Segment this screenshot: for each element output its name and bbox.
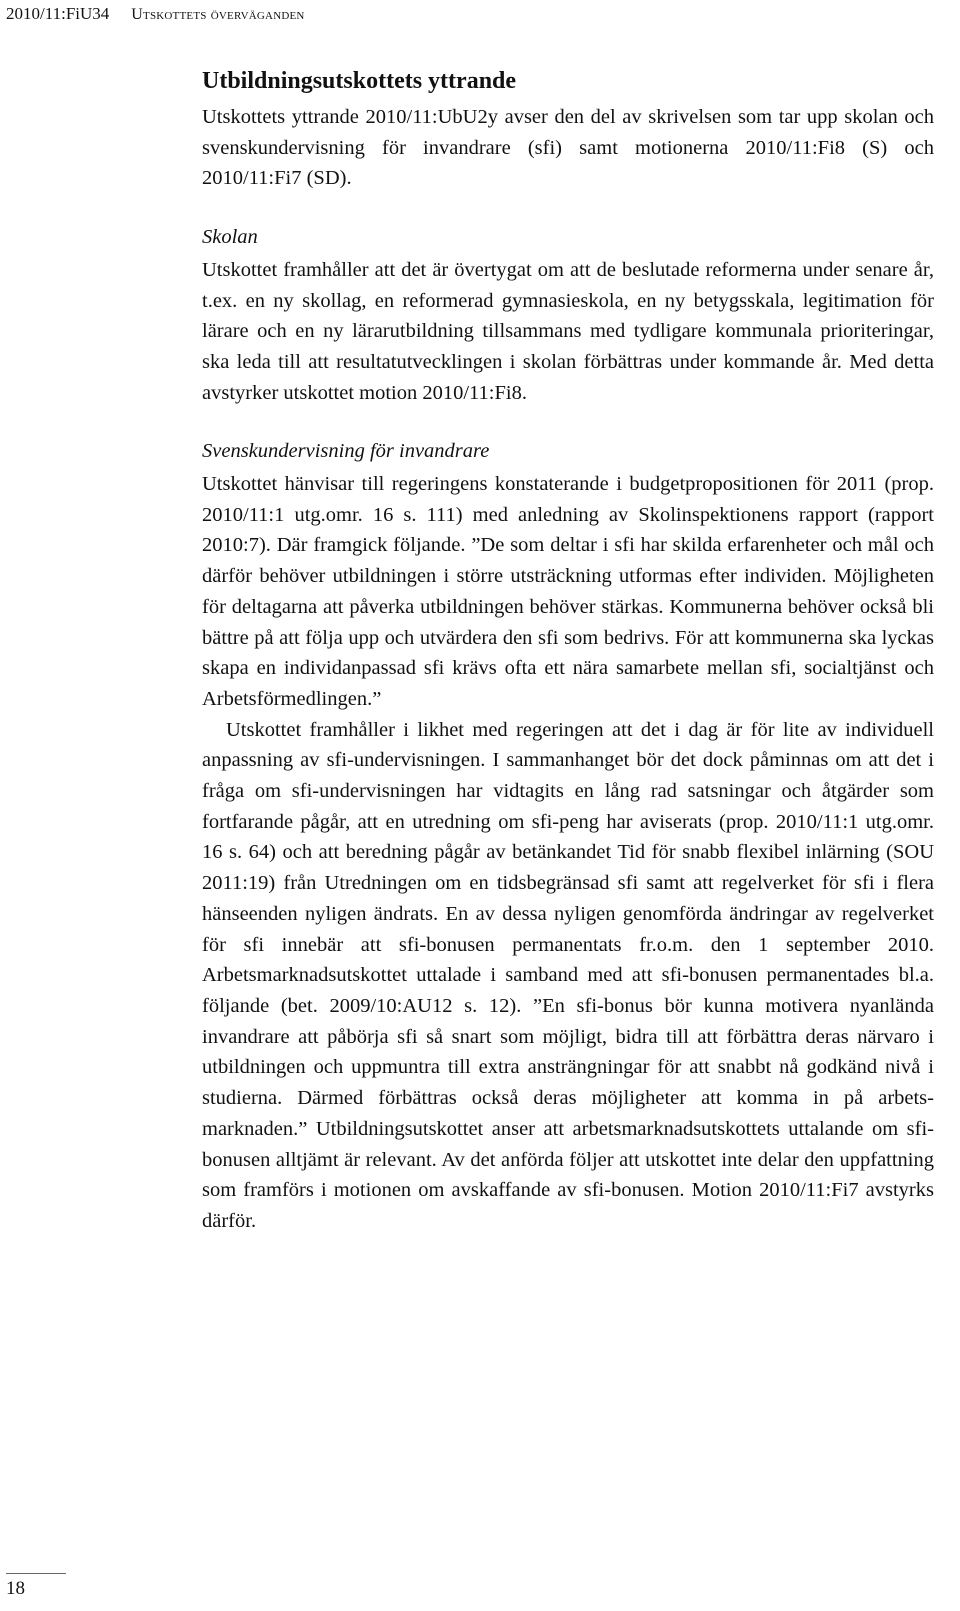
section-heading-sfi: Svenskundervisning för invandrare xyxy=(202,440,490,463)
skolan-paragraph: Utskottet framhåller att det är övertygat om att de beslutade reformerna under senare år, t.ex. en ny skollag, en reformerad gymnasieskola, en ny betygsskala, legitimation för lärare och en ny lärarutbildning tillsammans med tydligare kommunala prioriteringar, ska leda till att resultatutvecklingen i skolan förbättras under kommande år. Med detta avstyrker utskottet motion 2010/11:Fi8. xyxy=(202,258,934,404)
document-id: 2010/11:FiU34 xyxy=(6,4,110,23)
sfi-paragraph-1: Utskottet hänvisar till regeringens konstaterande i budgetpropositionen för 2011 (prop. 2010/11:1 utg.omr. 16 s. 111) med anledning av Skolinspektionens rapport (rapport 2010:7). Där framgick följande. ”De som deltar i sfi har skilda erfarenheter och mål och därför behöver utbildningen i större utsträckning utformas efter individen. Möjligheten för deltagarna att påverka utbildningen behöver stärkas. Kommunerna behöver också bli bättre på att följa upp och utvärdera den sfi som bedrivs. För att kommunerna ska lyckas skapa en individanpassad sfi krävs ofta ett nära samarbete mellan sfi, socialtjänst och Arbetsförmedlingen.” xyxy=(202,473,934,710)
sfi-paragraph-2: Utskottet framhåller i likhet med regeringen att det i dag är för lite av individuell anpassning av sfi-undervisningen. I sammanhanget bör det dock påminnas om att det i fråga om sfi-undervisningen har vidtagits en lång rad satsningar och åtgärder som fortfarande pågår, att en utredning om sfi-peng har aviserats (prop. 2010/11:1 utg.omr. 16 s. 64) och att beredning pågår av betänkandet Tid för snabb flexibel inlärning (SOU 2011:19) från Utredningen om en tidsbegränsad sfi samt att regelverket för sfi i flera hänseenden nyligen ändrats. En av dessa nyligen genomförda ändringar av regelverket för sfi innebär att sfi-bonusen permanentats fr.o.m. den 1 september 2010. Arbetsmarknadsutskottet uttalade i samband med att sfi-bonusen permanentades bl.a. följande (bet. 2009/10:AU12 s. 12). ”En sfi-bonus bör kunna motivera nyanlända invandrare att påbörja sfi så snart som möjligt, bidra till att förbättra deras närvaro i utbildningen och uppmuntra till extra ansträngningar för att snabbt nå godkänd nivå i studierna. Därmed förbättras också deras möjligheter att komma in på arbetsmarknaden.” Utbildningsutskottet anser att arbetsmarknadsutskottets uttalande om sfi-bonusen alltjämt är relevant. Av det anförda följer att utskottet inte delar den uppfattning som framförs i motionen om avskaffande av sfi-bonusen. Motion 2010/11:Fi7 avstyrks därför. xyxy=(202,718,934,1232)
page-heading: Utbildningsutskottets yttrande xyxy=(202,68,517,94)
running-section-title: Utskottets överväganden xyxy=(131,6,305,23)
intro-paragraph: Utskottets yttrande 2010/11:UbU2y avser den del av skrivelsen som tar upp skolan och svenskundervisning för invandrare (sfi) samt motionerna 2010/11:Fi8 (S) och 2010/11:Fi7 (SD). xyxy=(202,106,934,190)
page-number: 18 xyxy=(6,1573,66,1600)
running-header xyxy=(6,4,305,24)
section-heading-skolan: Skolan xyxy=(202,226,258,249)
main-content xyxy=(202,64,934,1237)
